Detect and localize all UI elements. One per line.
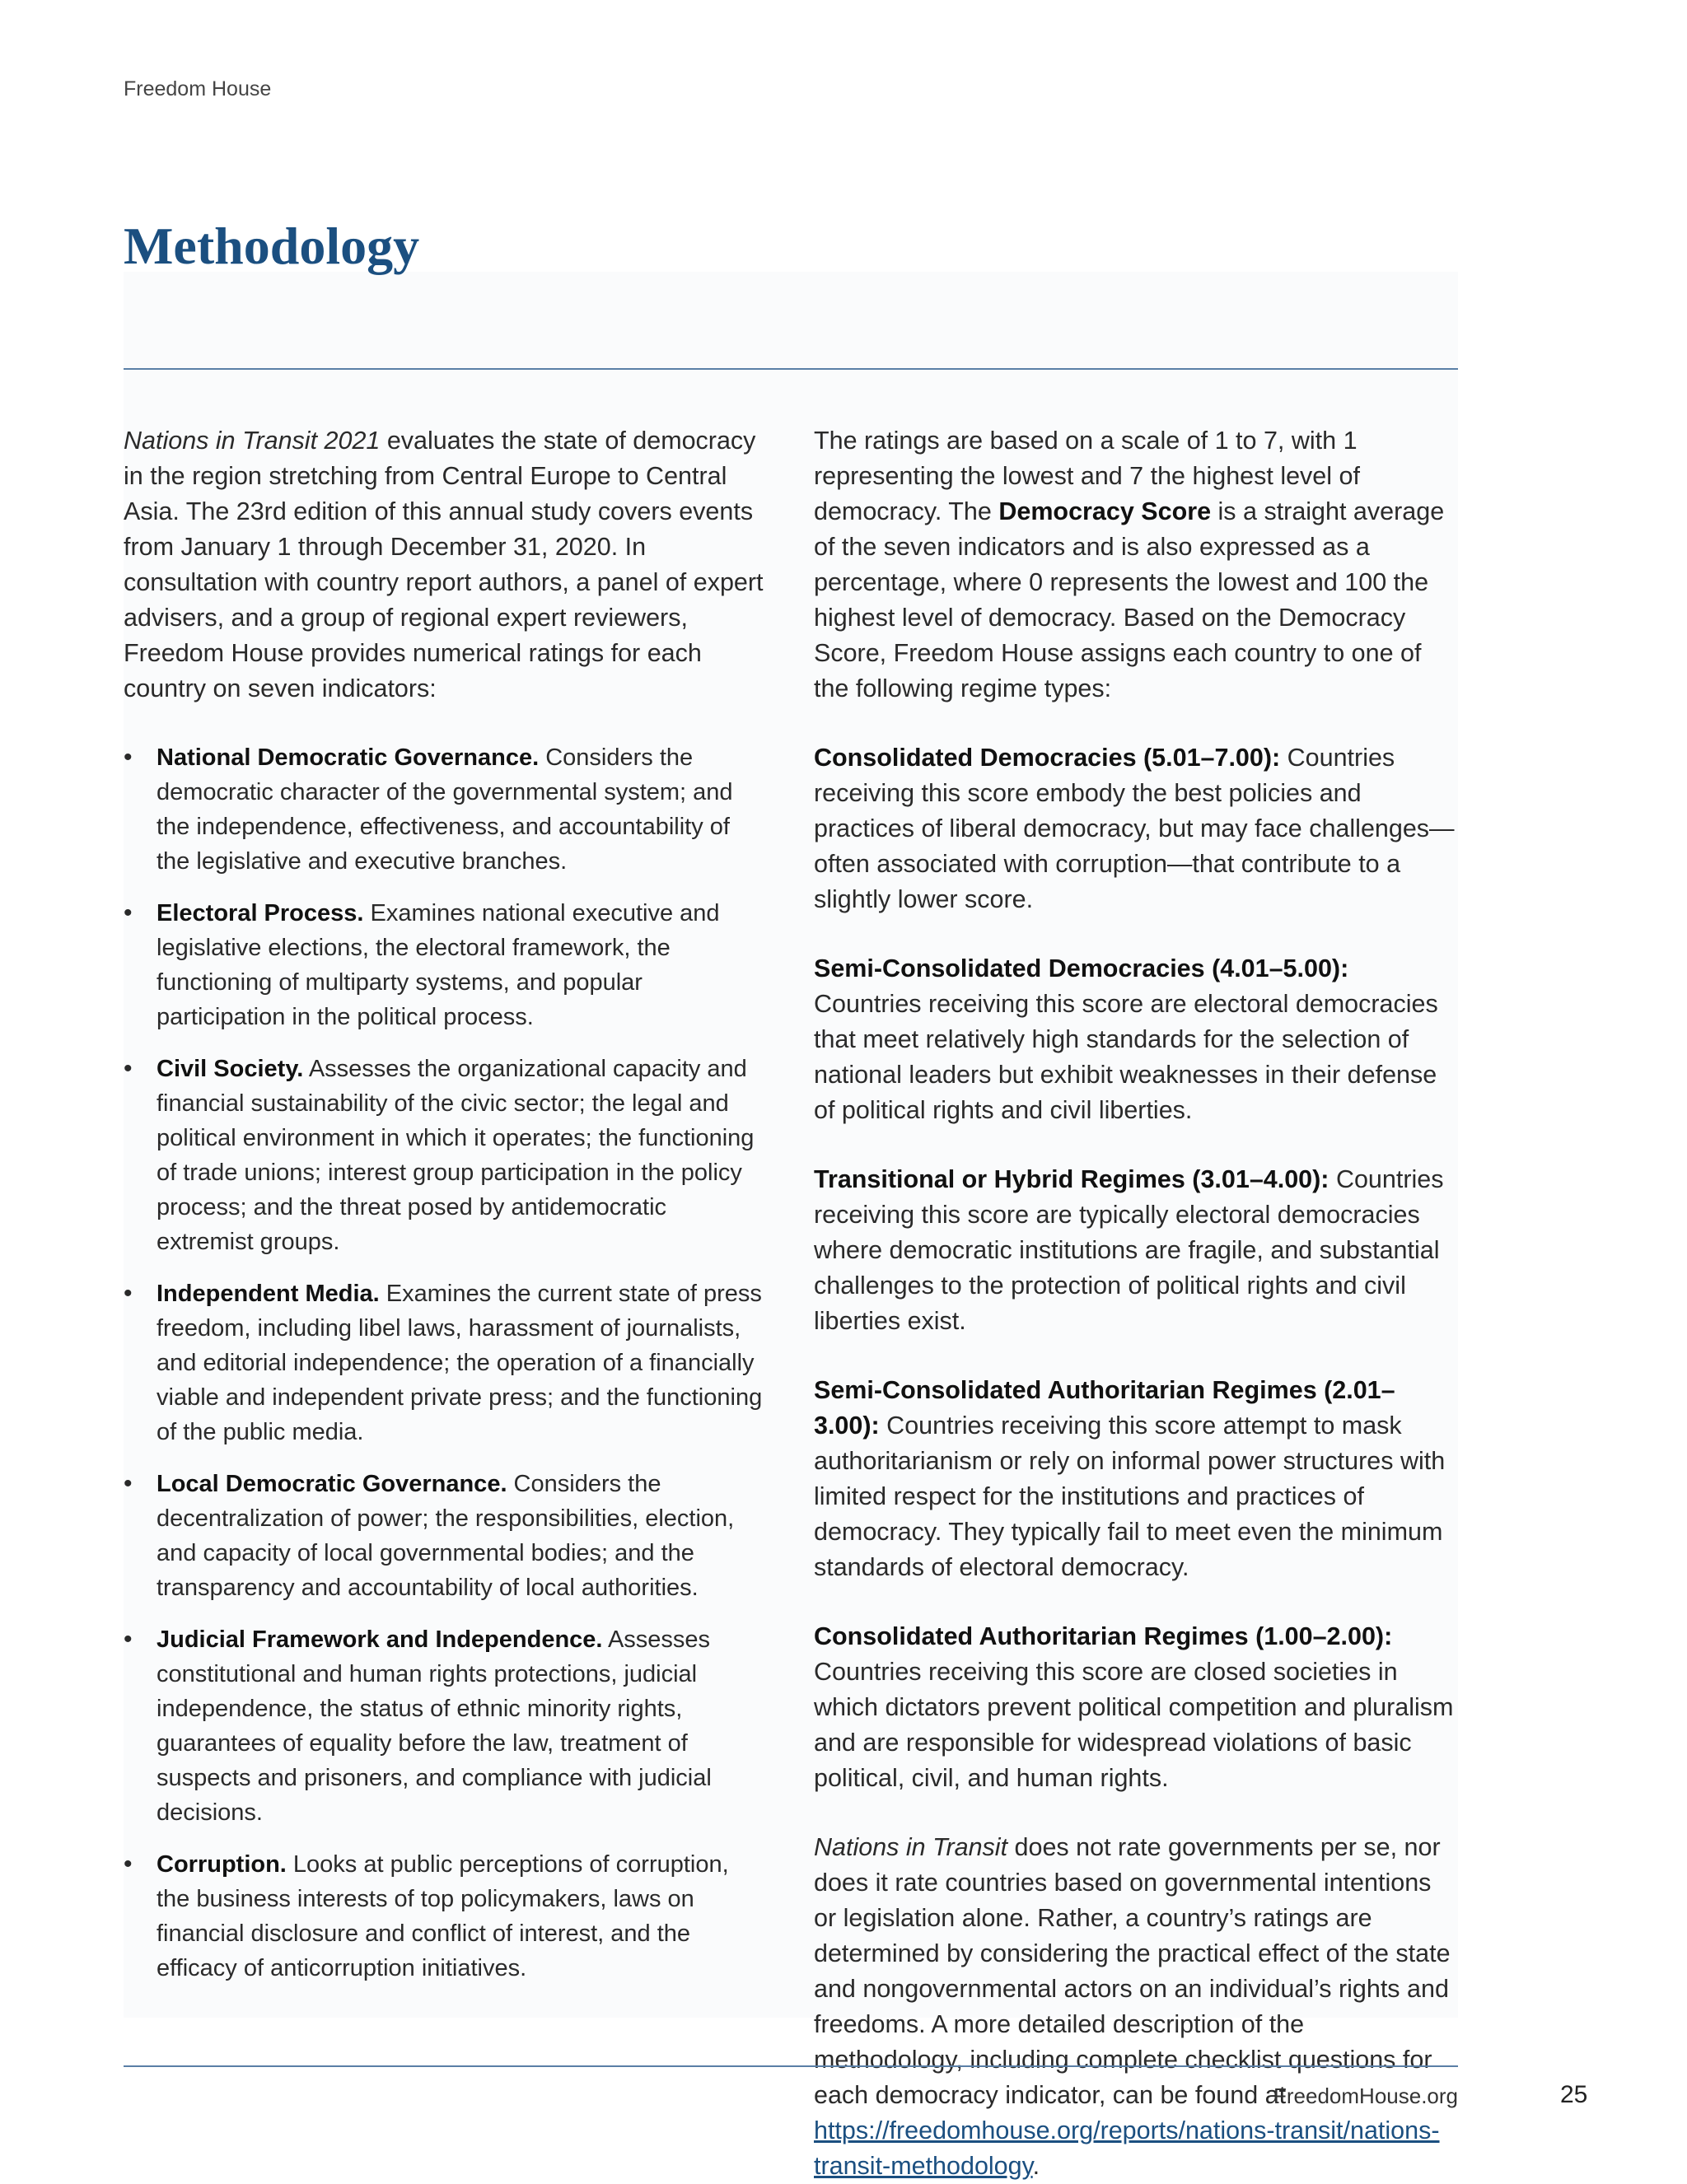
footer-website: FreedomHouse.org [1273,2084,1458,2108]
list-item [124,1847,766,1986]
bullet-icon: • [124,1280,133,1307]
indicator-name: Independent Media. [157,1281,380,1307]
indicator-description: Considers the democratic character of the governmental system; and the independence, effectiveness, and accountability of the legislative and executive branches. [157,744,733,875]
list-item [124,1276,766,1449]
regime-paragraph [814,1162,1460,1339]
scale-text-after: is a straight average of the seven indicators and is also expressed as a percentage, where 0 represents the lowest and 100 the highest level of democracy. Based on the Democracy Score, Freedom House assigns each country to one of the following regime types: [814,497,1445,702]
bullet-icon: • [124,1850,133,1878]
list-item [124,740,766,879]
methodology-link[interactable]: https://freedomhouse.org/reports/nations-transit/nations-transit-methodology [814,2116,1440,2180]
closing-end: . [1032,2152,1040,2180]
regime-paragraph [814,1619,1460,1796]
indicator-name: Civil Society. [157,1056,304,1082]
running-header: Freedom House [124,77,272,100]
indicator-description: Assesses constitutional and human rights protections, judicial independence, the status of ethnic minority rights, guarantees of equality before the law, treatment of suspects and prisoners, and compliance with judicial decisions. [157,1626,712,1826]
regime-name: Consolidated Democracies (5.01–7.00): [814,744,1281,772]
regime-paragraph [814,740,1460,917]
indicator-description: Examines the current state of press freedom, including libel laws, harassment of journalists, and editorial independence; the operation of a financially viable and independent private press; and the functioning of the public media. [157,1281,763,1445]
indicator-name: Corruption. [157,1851,287,1878]
indicator-name: Judicial Framework and Independence. [157,1626,603,1653]
closing-publication-title: Nations in Transit [814,1833,1008,1861]
indicator-description: Assesses the organizational capacity and financial sustainability of the civic sector; the legal and political environment in which it operates; the functioning of trade unions; interest group participation in the policy process; and the threat posed by antidemocratic extremist groups. [157,1056,755,1255]
right-column [814,423,1460,2184]
footer-divider [124,2065,1458,2067]
indicator-list [124,740,766,1986]
indicator-description: Looks at public perceptions of corruption, the business interests of top policymakers, laws on financial disclosure and conflict of interest, and the efficacy of anticorruption initiatives. [157,1851,729,1981]
indicator-name: Electoral Process. [157,900,364,926]
indicator-name: National Democratic Governance. [157,744,540,771]
regime-name: Consolidated Authoritarian Regimes (1.00–2.00): [814,1622,1393,1650]
page-title: Methodology [124,217,420,275]
regime-name: Semi-Consolidated Authoritarian Regimes (2.01–3.00): [814,1376,1395,1440]
list-item [124,1622,766,1830]
bullet-icon: • [124,899,133,926]
closing-text: does not rate governments per se, nor does it rate countries based on governmental intentions or legislation alone. Rather, a country’s ratings are determined by considering the practical effect of the state and nongovernmental actors on an individual’s rights and freedoms. A more detailed description of the methodology, including complete checklist questions for each democracy indicator, can be found at [814,1833,1451,2109]
bullet-icon: • [124,1470,133,1497]
bullet-icon: • [124,1626,133,1653]
intro-text: evaluates the state of democracy in the region stretching from Central Europe to Central Asia. The 23rd edition of this annual study covers events from January 1 through December 31, 2020. In consultation with country report authors, a panel of expert advisers, and a group of regional expert reviewers, Freedom House provides numerical ratings for each country on seven indicators: [124,427,764,702]
regime-name: Semi-Consolidated Democracies (4.01–5.00): [814,954,1349,982]
list-item [124,1467,766,1605]
regime-description: Countries receiving this score attempt to mask authoritarianism or rely on informal power structures with limited respect for the institutions and practices of democracy. They typically fail to meet even the minimum standards of electoral democracy. [814,1412,1446,1581]
scale-paragraph [814,423,1460,707]
intro-paragraph [124,423,766,707]
indicator-description: Examines national executive and legislative elections, the electoral framework, the functioning of multiparty systems, and popular participation in the political process. [157,900,720,1030]
list-item [124,1052,766,1259]
regime-description: Countries receiving this score embody the best policies and practices of liberal democracy, but may face challenges—often associated with corruption—that contribute to a slightly lower score. [814,744,1455,913]
indicator-name: Local Democratic Governance. [157,1471,507,1497]
regime-paragraph [814,1373,1460,1585]
page-number: 25 [1560,2081,1588,2108]
indicator-description: Considers the decentralization of power; the responsibilities, election, and capacity of local governmental bodies; and the transparency and accountability of local authorities. [157,1471,735,1601]
left-column [124,423,766,2003]
bullet-icon: • [124,1055,133,1082]
intro-publication-title: Nations in Transit 2021 [124,427,381,455]
scale-text-before: The ratings are based on a scale of 1 to 7, with 1 representing the lowest and 7 the highest level of democracy. The [814,427,1360,525]
title-divider [124,368,1458,370]
regime-description: Countries receiving this score are typically electoral democracies where democratic institutions are fragile, and substantial challenges to the protection of political rights and civil liberties exist. [814,1165,1444,1335]
democracy-score-term: Democracy Score [998,497,1212,525]
list-item [124,896,766,1034]
bullet-icon: • [124,744,133,771]
regime-description: Countries receiving this score are electoral democracies that meet relatively high standards for the selection of national leaders but exhibit weaknesses in their defense of political rights and civil liberties. [814,990,1438,1124]
regime-description: Countries receiving this score are closed societies in which dictators prevent political competition and pluralism and are responsible for widespread violations of basic political, civil, and human rights. [814,1658,1454,1792]
closing-paragraph [814,1830,1460,2184]
regime-paragraph [814,951,1460,1128]
regime-name: Transitional or Hybrid Regimes (3.01–4.00): [814,1165,1330,1193]
